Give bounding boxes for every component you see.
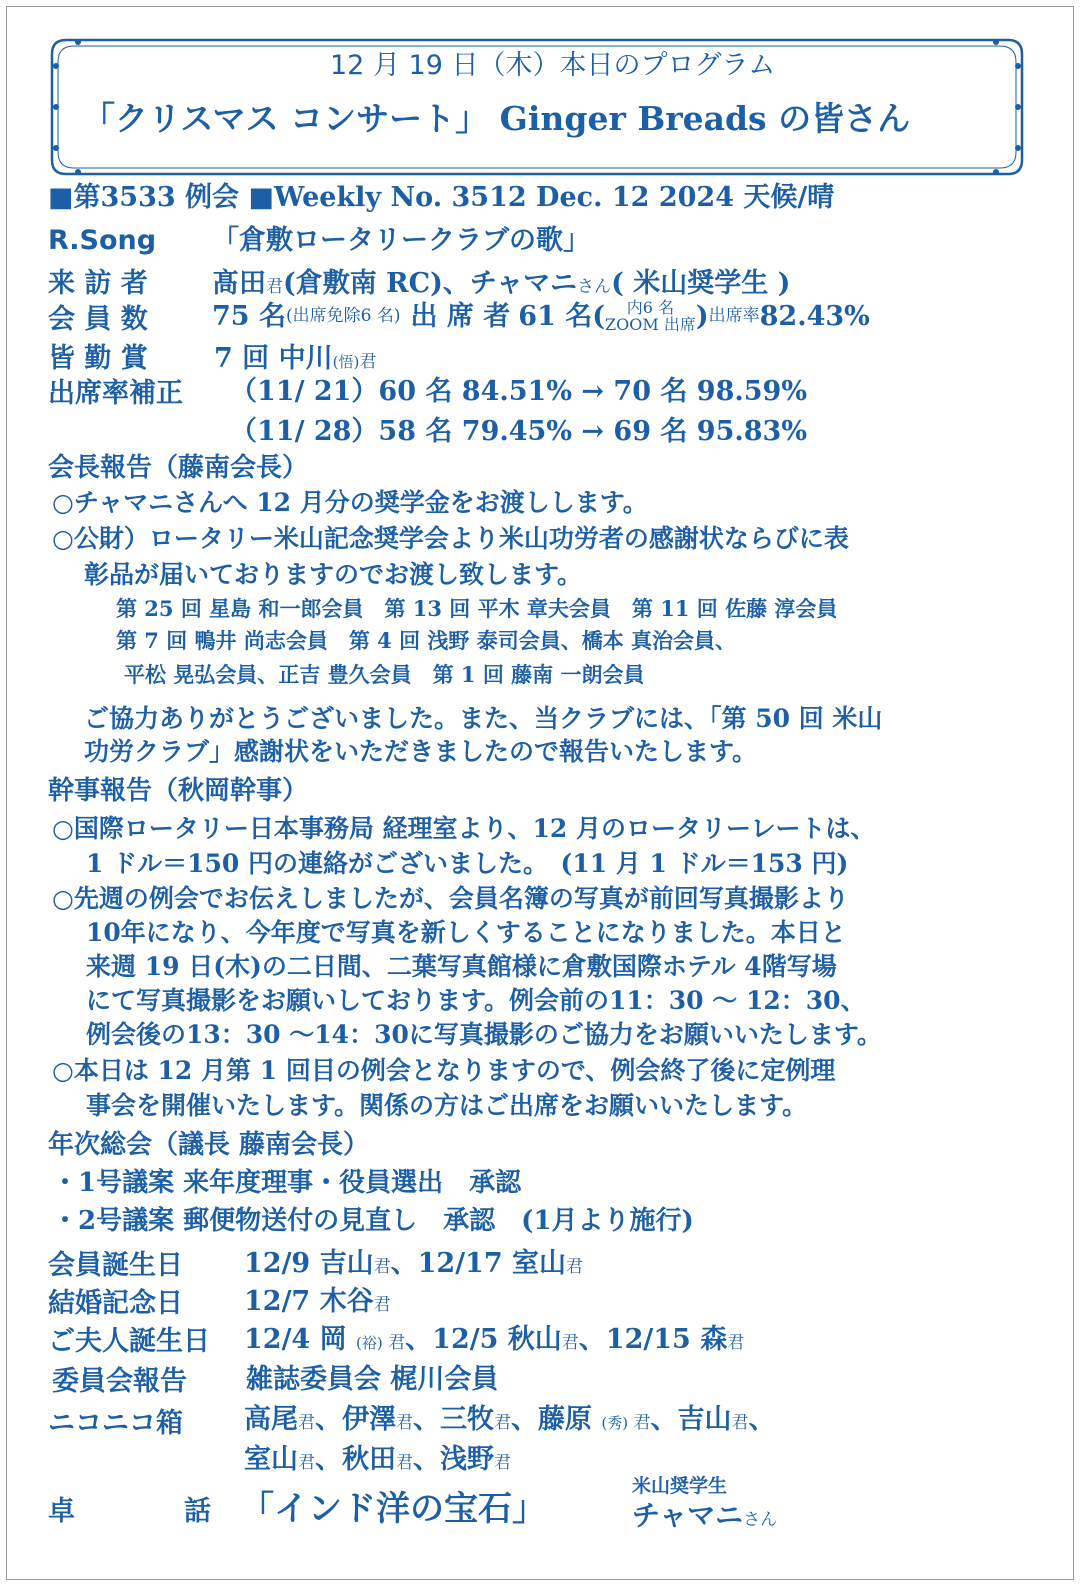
secretary-item-2b: 10年になり、今年度で写真を新しくすることになりました。本日と [86, 918, 846, 947]
wedding-value: 12/7 木谷君 [244, 1286, 391, 1317]
members-label: 会 員 数 [48, 304, 148, 335]
wedding-label: 結婚記念日 [48, 1288, 183, 1319]
perfect-label: 皆 勤 賞 [48, 343, 148, 374]
correction-row-2: （11/ 28）58 名 79.45% → 69 名 95.83% [230, 416, 807, 447]
secretary-item-1b: 1 ドル＝150 円の連絡がございました。 (11 月 1 ドル＝153 円) [86, 849, 849, 878]
secretary-item-1a: ○国際ロータリー日本事務局 経理室より、12 月のロータリーレートは、 [52, 814, 876, 843]
president-item-3b: 功労クラブ」感謝状をいただきましたので報告いたします。 [84, 737, 758, 766]
secretary-item-2d: にて写真撮影をお願いしております。例会前の11：30 ～ 12：30、 [86, 986, 866, 1015]
visitors-label: 来 訪 者 [48, 268, 148, 299]
speech-title: 「インド洋の宝石」 [240, 1489, 546, 1529]
speech-label-1: 卓 [48, 1496, 75, 1527]
secretary-item-2a: ○先週の例会でお伝えしましたが、会員名簿の写真が前回写真撮影より [52, 884, 849, 913]
agenda-item-2: ・2号議案 郵便物送付の見直し 承認 (1月より施行) [52, 1206, 694, 1236]
secretary-item-3a: ○本日は 12 月第 1 回目の例会となりますので、例会終了後に定例理 [52, 1056, 836, 1085]
program-date: 12 月 19 日（木）本日のプログラム [330, 50, 776, 81]
secretary-item-2c: 来週 19 日(木)の二日間、二葉写真館様に倉敷国際ホテル 4階写場 [86, 952, 837, 981]
rsong-value: 「倉敷ロータリークラブの歌」 [212, 225, 590, 256]
president-item-2a: ○公財）ロータリー米山記念奨学会より米山功労者の感謝状ならびに表 [52, 524, 849, 553]
agenda-item-1: ・1号議案 来年度理事・役員選出 承認 [52, 1168, 522, 1198]
meeting-info: ■第3533 例会 ■Weekly No. 3512 Dec. 12 2024 天候/晴 [48, 182, 835, 213]
awardee-line-3: 平松 晃弘会員、正吉 豊久会員 第 1 回 藤南 一朗会員 [124, 662, 645, 687]
perfect-value: 7 回 中川(悟)君 [214, 343, 377, 374]
concert-title: 「クリスマス コンサート」 Ginger Breads の皆さん [82, 99, 911, 138]
nikoniko-line-2: 室山君、秋田君、浅野君 [244, 1444, 511, 1475]
president-item-1: ○チャマニさんへ 12 月分の奨学金をお渡しします。 [52, 488, 648, 517]
speaker-role: 米山奨学生 [632, 1475, 728, 1497]
secretary-item-2e: 例会後の13：30 ～14：30に写真撮影のご協力をお願いいたします。 [86, 1020, 882, 1049]
president-item-2b: 彰品が届いておりますのでお渡し致します。 [84, 560, 583, 589]
correction-row-1: （11/ 21）60 名 84.51% → 70 名 98.59% [230, 376, 807, 407]
secretary-item-3b: 事会を開催いたします。関係の方はご出席をお願いいたします。 [86, 1091, 808, 1120]
committee-label: 委員会報告 [52, 1366, 187, 1397]
president-item-3a: ご協力ありがとうございました。また、当クラブには、「第 50 回 米山 [84, 704, 883, 733]
secretary-heading: 幹事報告（秋岡幹事） [48, 776, 309, 806]
awardee-line-2: 第 7 回 鴨井 尚志会員 第 4 回 浅野 泰司会員、橋本 真治会員、 [116, 628, 737, 653]
awardee-line-1: 第 25 回 星島 和一郎会員 第 13 回 平木 章夫会員 第 11 回 佐藤 淳会員 [116, 596, 838, 621]
committee-value: 雑誌委員会 梶川会員 [246, 1364, 499, 1395]
general-meeting-heading: 年次総会（議長 藤南会長） [48, 1130, 370, 1160]
correction-label: 出席率補正 [48, 378, 183, 409]
spouse-birthday-value: 12/4 岡 (裕) 君、12/5 秋山君、12/15 森君 [244, 1324, 745, 1355]
speaker-name: チャマニさん [632, 1499, 778, 1532]
members-value: 75 名 (出席免除6 名) 出 席 者 61 名( 内6 名 ZOOM 出席 ) 出席率 82.43% [212, 298, 870, 334]
speech-label-2: 話 [184, 1496, 211, 1527]
nikoniko-line-1: 高尾君、伊澤君、三牧君、藤原 (秀) 君、吉山君、 [244, 1404, 776, 1435]
birthday-value: 12/9 吉山君、12/17 室山君 [244, 1248, 584, 1279]
birthday-label: 会員誕生日 [48, 1250, 183, 1281]
rsong-label: R.Song [48, 225, 157, 256]
nikoniko-label: ニコニコ箱 [48, 1408, 183, 1439]
visitors-value: 髙田君(倉敷南 RC)、チャマニさん( 米山奨学生 ) [212, 268, 791, 299]
president-heading: 会長報告（藤南会長） [48, 453, 309, 483]
spouse-birthday-label: ご夫人誕生日 [48, 1326, 210, 1357]
